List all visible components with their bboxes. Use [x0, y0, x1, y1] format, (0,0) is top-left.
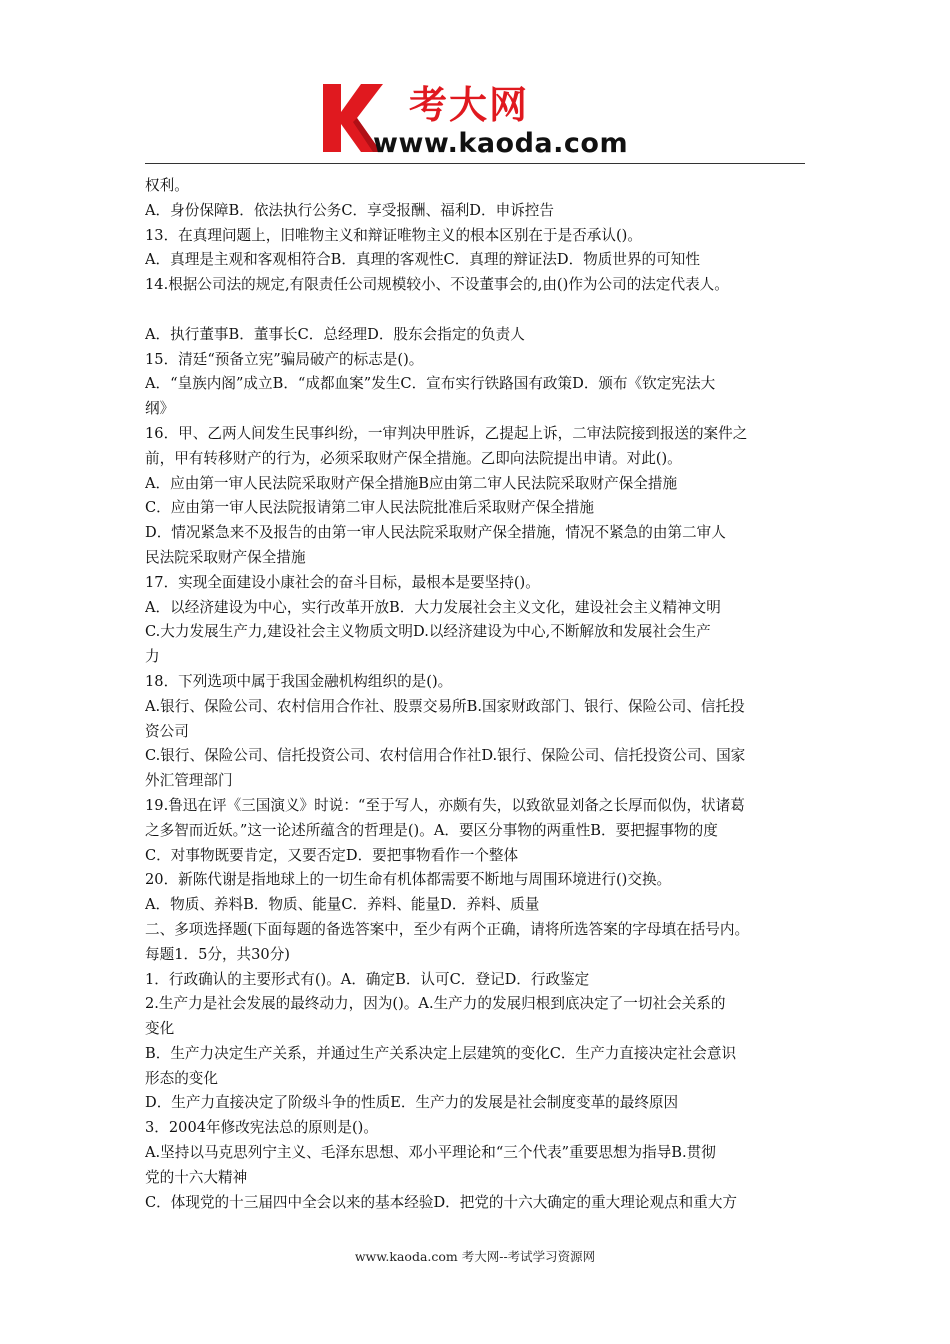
- text-line: A．执行董事B．董事长C．总经理D．股东会指定的负责人: [145, 325, 525, 343]
- text-line: 20．新陈代谢是指地球上的一切生命有机体都需要不断地与周围环境进行()交换。: [145, 871, 672, 889]
- text-line: 1．行政确认的主要形式有()。A．确定B．认可C．登记D．行政鉴定: [145, 970, 590, 988]
- text-line: 19.鲁迅在评《三国演义》时说：“至于写人，亦颇有失，以致欲显刘备之长厚而似伪，状诸葛: [145, 796, 745, 814]
- text-line: 二、多项选择题(下面每题的备选答案中，至少有两个正确，请将所选答案的字母填在括号内。: [145, 920, 750, 938]
- text-line: A．以经济建设为中心，实行改革开放B．大力发展社会主义文化，建设社会主义精神文明: [145, 598, 721, 616]
- page-footer: www.kaoda.com 考大网--考试学习资源网: [354, 1249, 596, 1264]
- text-line: 14.根据公司法的规定,有限责任公司规模较小、不设董事会的,由()作为公司的法定代表人。: [145, 276, 729, 294]
- site-logo[interactable]: [317, 78, 657, 158]
- text-line: D．生产力直接决定了阶级斗争的性质E．生产力的发展是社会制度变革的最终原因: [145, 1094, 679, 1112]
- text-line: C.银行、保险公司、信托投资公司、农村信用合作社D.银行、保险公司、信托投资公司、国家: [145, 747, 746, 765]
- text-line: C．对事物既要肯定，又要否定D．要把事物看作一个整体: [145, 846, 519, 864]
- text-line: 力: [145, 648, 160, 666]
- text-line: 16．甲、乙两人间发生民事纠纷，一审判决甲胜诉，乙提起上诉，二审法院接到报送的案件之: [145, 424, 748, 442]
- text-line: 之多智而近妖。”这一论述所蕴含的哲理是()。A．要区分事物的两重性B．要把握事物的度: [145, 821, 718, 839]
- text-line: A.坚持以马克思列宁主义、毛泽东思想、邓小平理论和“三个代表”重要思想为指导B.贯彻: [145, 1144, 716, 1162]
- text-line: 权利。: [145, 177, 189, 194]
- text-line: 民法院采取财产保全措施: [145, 548, 306, 566]
- text-line: B．生产力决定生产关系，并通过生产关系决定上层建筑的变化C．生产力直接决定社会意识: [145, 1044, 737, 1062]
- text-line: 17．实现全面建设小康社会的奋斗目标，最根本是要坚持()。: [145, 573, 540, 591]
- text-line: 纲》: [145, 400, 175, 418]
- logo-chinese-name: 考大网: [409, 83, 530, 127]
- text-line: A．真理是主观和客观相符合B．真理的客观性C．真理的辩证法D．物质世界的可知性: [145, 251, 700, 269]
- text-line: 变化: [145, 1020, 175, 1038]
- text-line: C．体现党的十三届四中全会以来的基本经验D．把党的十六大确定的重大理论观点和重大方: [145, 1193, 738, 1211]
- text-line: 2.生产力是社会发展的最终动力，因为()。A.生产力的发展归根到底决定了一切社会关系的: [145, 995, 726, 1013]
- text-line: 前，甲有转移财产的行为，必须采取财产保全措施。乙即向法院提出申请。对此()。: [145, 449, 682, 467]
- text-line: 外汇管理部门: [145, 772, 233, 790]
- text-line: A．物质、养料B．物质、能量C．养料、能量D．养料、质量: [145, 896, 540, 914]
- text-line: A．“皇族内阁”成立B．“成都血案”发生C．宣布实行铁路国有政策D．颁布《钦定宪法大: [145, 375, 716, 393]
- text-line: 每题1．5分，共30分): [145, 945, 290, 963]
- text-line: A．应由第一审人民法院采取财产保全措施B应由第二审人民法院采取财产保全措施: [145, 474, 678, 492]
- text-line: 3．2004年修改宪法总的原则是()。: [145, 1119, 378, 1137]
- text-line: A．身份保障B．依法执行公务C．享受报酬、福利D．申诉控告: [145, 201, 554, 219]
- text-line: 党的十六大精神: [145, 1168, 248, 1186]
- text-line: 15．清廷“预备立宪”骗局破产的标志是()。: [145, 350, 424, 368]
- document-body: [145, 174, 813, 1215]
- text-line: 资公司: [145, 722, 189, 740]
- text-line: C．应由第一审人民法院报请第二审人民法院批准后采取财产保全措施: [145, 499, 594, 517]
- text-line: D．情况紧急来不及报告的由第一审人民法院采取财产保全措施，情况不紧急的由第二审人: [145, 524, 726, 542]
- header-divider: [145, 163, 805, 164]
- blank-line: [145, 298, 813, 323]
- text-line: A.银行、保险公司、农村信用合作社、股票交易所B.国家财政部门、银行、保险公司、信托投: [145, 697, 745, 715]
- logo-url: www.kaoda.com: [373, 128, 629, 159]
- text-line: 形态的变化: [145, 1069, 218, 1087]
- text-line: 13．在真理问题上，旧唯物主义和辩证唯物主义的根本区别在于是否承认()。: [145, 226, 642, 244]
- text-line: 18．下列选项中属于我国金融机构组织的是()。: [145, 672, 453, 690]
- page-header: [145, 70, 805, 166]
- text-line: C.大力发展生产力,建设社会主义物质文明D.以经济建设为中心,不断解放和发展社会生产: [145, 623, 711, 641]
